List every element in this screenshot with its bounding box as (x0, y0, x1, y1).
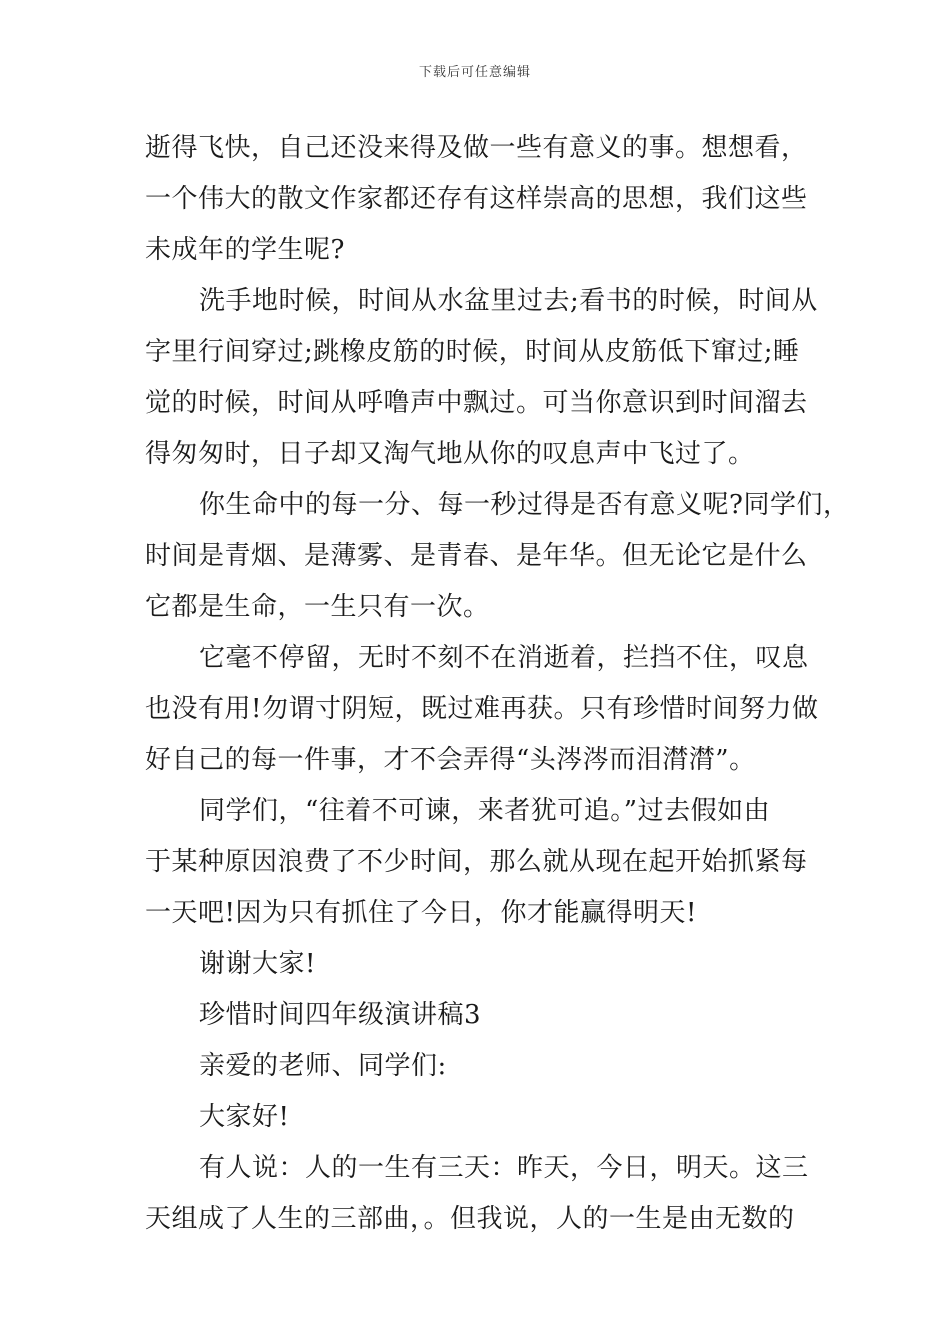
salutation: 亲爱的老师、同学们: (199, 1051, 447, 1081)
text-line: 好自己的每一件事，才不会弄得“头涔涔而泪潸潸”。 (145, 745, 756, 775)
text-line: 一天吧!因为只有抓住了今日，你才能赢得明天! (145, 898, 697, 928)
text-line: 一个伟大的散文作家都还存有这样崇高的思想，我们这些 (145, 184, 808, 214)
closing-line: 谢谢大家! (199, 949, 316, 979)
text-line: 也没有用!勿谓寸阴短，既过难再获。只有珍惜时间努力做 (145, 694, 819, 724)
paragraph-first-line: 同学们，“往着不可谏，来者犹可追。”过去假如由 (199, 796, 771, 826)
paragraph-first-line: 你生命中的每一分、每一秒过得是否有意义呢?同学们， (199, 490, 850, 520)
section-title: 珍惜时间四年级演讲稿3 (199, 1000, 482, 1030)
paragraph-first-line: 有人说：人的一生有三天：昨天，今日，明天。这三 (199, 1153, 809, 1183)
greeting: 大家好! (199, 1102, 290, 1132)
document-body (145, 123, 850, 1245)
paragraph-first-line: 它毫不停留，无时不刻不在消逝着，拦挡不住，叹息 (199, 643, 809, 673)
paragraph-first-line: 洗手地时候，时间从水盆里过去;看书的时候，时间从 (199, 286, 818, 316)
text-line: 于某种原因浪费了不少时间，那么就从现在起开始抓紧每 (145, 847, 808, 877)
text-line: 时间是青烟、是薄雾、是青春、是年华。但无论它是什么 (145, 541, 808, 571)
text-line: 天组成了人生的三部曲，。但我说，人的一生是由无数的 (145, 1204, 795, 1234)
text-line: 它都是生命，一生只有一次。 (145, 592, 490, 622)
page-header: 下载后可任意编辑 (418, 65, 531, 80)
text-line: 未成年的学生呢? (145, 235, 345, 265)
text-line: 觉的时候，时间从呼噜声中飘过。可当你意识到时间溜去 (145, 388, 808, 418)
text-line: 得匆匆时，日子却又淘气地从你的叹息声中飞过了。 (145, 439, 755, 469)
text-line: 字里行间穿过;跳橡皮筋的时候，时间从皮筋低下窜过;睡 (145, 337, 800, 367)
text-line: 逝得飞快，自己还没来得及做一些有意义的事。想想看， (145, 133, 808, 163)
